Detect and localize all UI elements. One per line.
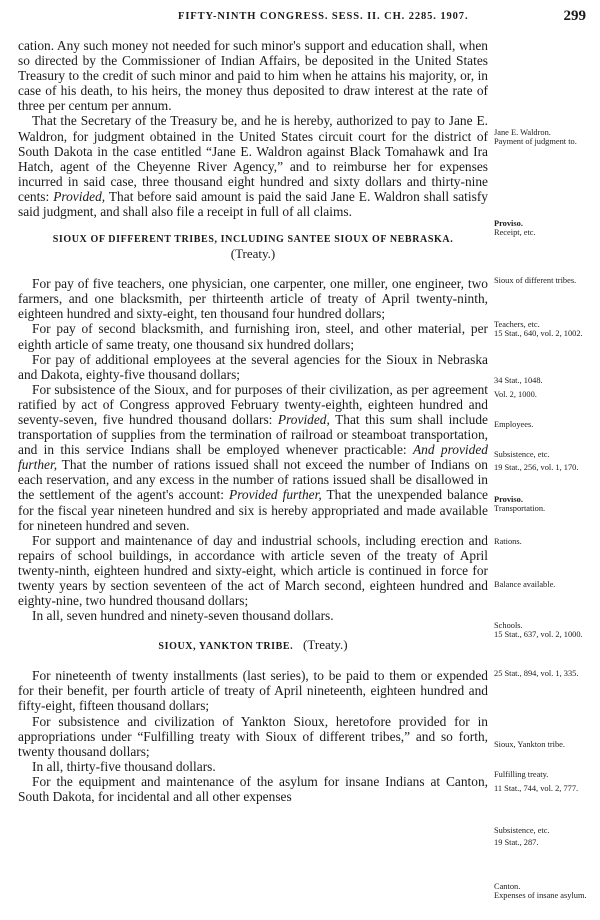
paragraph-waldron bbox=[18, 113, 488, 219]
paragraph: In all, thirty-five thousand dollars. bbox=[32, 758, 216, 774]
text-run: That before said amount is paid the said Jane E. Waldron shall satisfy said judgment, and shall also file a receipt in full of all claims. bbox=[18, 188, 488, 220]
margin-note-text: Payment of judgment to. bbox=[494, 137, 577, 147]
text-run: For subsistence of the Sioux, and for purposes of their civilization, as per agreement ratified by act of Congress approved February twenty-eighth, eighteen hundred and seventy-seven, five hundred thousand dollars: bbox=[18, 381, 488, 427]
proviso-word: And provided further, bbox=[18, 442, 488, 473]
margin-note-title: Proviso. bbox=[494, 495, 523, 504]
margin-citation: 19 Stat., 256, vol. 1, 170. bbox=[494, 463, 579, 473]
margin-citation: 34 Stat., 1048. bbox=[494, 376, 543, 385]
margin-citation: 15 Stat., 640, vol. 2, 1002. bbox=[494, 329, 583, 339]
margin-note bbox=[494, 320, 592, 339]
margin-note-text: Receipt, etc. bbox=[494, 228, 536, 238]
section-subheading: (Treaty.) bbox=[303, 637, 348, 653]
margin-note-title: Fulfilling treaty. bbox=[494, 770, 549, 779]
margin-citation: Vol. 2, 1000. bbox=[494, 390, 537, 400]
margin-note: Employees. bbox=[494, 420, 534, 429]
paragraph: For nineteenth of twenty installments (last series), to be paid to them or expended for their benefit, per fourth article of treaty of April nineteenth, eighteen hundred and fifty-eight, fifteen thousand dollars; bbox=[18, 668, 488, 714]
margin-note bbox=[494, 826, 592, 848]
paragraph: For pay of additional employees at the several agencies for the Sioux in Nebraska and Dakota, eighty-five thousand dollars; bbox=[18, 351, 488, 382]
paragraph: cation. Any such money not needed for such minor's support and education shall, when so directed by the Commissioner of Indian Affairs, be deposited in the United States Treasury to the credit of such minor and paid to him when he attains his majority, or, in case of his death, to his heirs, the money thus deposited to draw interest at the rate of three per centum per annum. bbox=[18, 38, 488, 114]
text-run: That the number of rations issued shall not exceed the number of Indians on each reservation, and any excess in the number of rations issued shall be disallowed in the settlement of the agent's account: bbox=[18, 457, 488, 503]
margin-note-title: Proviso. bbox=[494, 219, 523, 228]
paragraph: For the equipment and maintenance of the asylum for insane Indians at Canton, South Dakota, for incidental and all other expenses bbox=[18, 773, 488, 805]
margin-note bbox=[494, 219, 592, 238]
margin-note bbox=[494, 450, 592, 473]
margin-note-title: Subsistence, etc. bbox=[494, 450, 550, 459]
margin-note-title: Jane E. Waldron. bbox=[494, 128, 551, 137]
paragraph-subsistence bbox=[18, 382, 488, 533]
margin-note bbox=[494, 376, 592, 400]
section-heading: SIOUX, YANKTON TRIBE. bbox=[158, 641, 294, 653]
margin-note: Sioux of different tribes. bbox=[494, 276, 577, 285]
margin-note-title: Canton. bbox=[494, 882, 521, 891]
proviso-word: Provided, bbox=[277, 411, 330, 427]
proviso-word: Provided, bbox=[53, 188, 106, 204]
paragraph: For pay of second blacksmith, and furnishing iron, steel, and other material, per eighth article of same treaty, one thousand six hundred dollars; bbox=[18, 321, 488, 352]
margin-citation: 19 Stat., 287. bbox=[494, 838, 539, 848]
running-head: FIFTY-NINTH CONGRESS. SESS. II. CH. 2285. 1907. bbox=[178, 11, 469, 22]
section-heading: SIOUX OF DIFFERENT TRIBES, INCLUDING SANTEE SIOUX OF NEBRASKA. bbox=[52, 234, 454, 246]
margin-note bbox=[494, 495, 592, 514]
margin-note: Rations. bbox=[494, 537, 522, 546]
page-number: 299 bbox=[563, 8, 586, 24]
paragraph: In all, seven hundred and ninety-seven thousand dollars. bbox=[32, 608, 334, 624]
section-subheading: (Treaty.) bbox=[230, 246, 276, 262]
section-heading-yankton bbox=[18, 637, 488, 653]
margin-note-title: Subsistence, etc. bbox=[494, 826, 550, 835]
main-text bbox=[18, 38, 488, 804]
margin-citation: 11 Stat., 744, vol. 2, 777. bbox=[494, 784, 579, 794]
margin-note-text: Transportation. bbox=[494, 504, 546, 514]
margin-note bbox=[494, 621, 592, 640]
paragraph: For pay of five teachers, one physician, one carpenter, one miller, one engineer, two farmers, and one blacksmith, per thirteenth article of treaty of April twenty-ninth, eighteen hundred and sixty-eight, ten thousand four hundred dollars; bbox=[18, 276, 488, 322]
margin-note: Sioux, Yankton tribe. bbox=[494, 740, 565, 749]
text-run: That this sum shall include transportation of supplies from the termination of railroad or steamboat transportation, and in this service Indians shall be employed whenever practicable: bbox=[18, 411, 488, 458]
proviso-word: Provided further, bbox=[229, 487, 322, 503]
margin-note bbox=[494, 882, 592, 901]
page-header bbox=[18, 8, 592, 28]
text-run: That the unexpended balance for the fiscal year nineteen hundred and six is hereby appropriated and made available for nineteen hundred and seven. bbox=[18, 487, 489, 533]
margin-note-text: Expenses of insane asylum. bbox=[494, 891, 587, 901]
margin-note bbox=[494, 128, 592, 147]
margin-note: 25 Stat., 894, vol. 1, 335. bbox=[494, 669, 579, 678]
margin-note: Balance available. bbox=[494, 580, 556, 589]
text-run: That the Secretary of the Treasury be, and he is hereby, authorized to pay to Jane E. Waldron, for judgment obtained in the United States circuit court for the district of South Dakota in the case entitled “Jane E. Waldron against Black Tomahawk and Ira Hatch, agent of the Cheyenne River Agency,” and to reimburse her for expenses incurred in said case, three thousand eight hundred and sixty dollars and thirty-nine cents: bbox=[18, 113, 488, 204]
margin-note-title: Schools. bbox=[494, 621, 523, 630]
paragraph: For subsistence and civilization of Yankton Sioux, heretofore provided for in appropriations under “Fulfilling treaty with Sioux of different tribes,” and so forth, twenty thousand dollars; bbox=[18, 713, 488, 759]
margin-citation: 15 Stat., 637, vol. 2, 1000. bbox=[494, 630, 583, 640]
paragraph: For support and maintenance of day and industrial schools, including erection and repairs of school buildings, in accordance with article seven of the treaty of April twenty-ninth, eighteen hundred and sixty-eight, which article is continued in force for twenty years by section seventeen of the act of March second, eighteen hundred and eighty-nine, two hundred thousand dollars; bbox=[18, 532, 488, 609]
margin-note-title: Teachers, etc. bbox=[494, 320, 540, 329]
margin-note bbox=[494, 770, 592, 794]
